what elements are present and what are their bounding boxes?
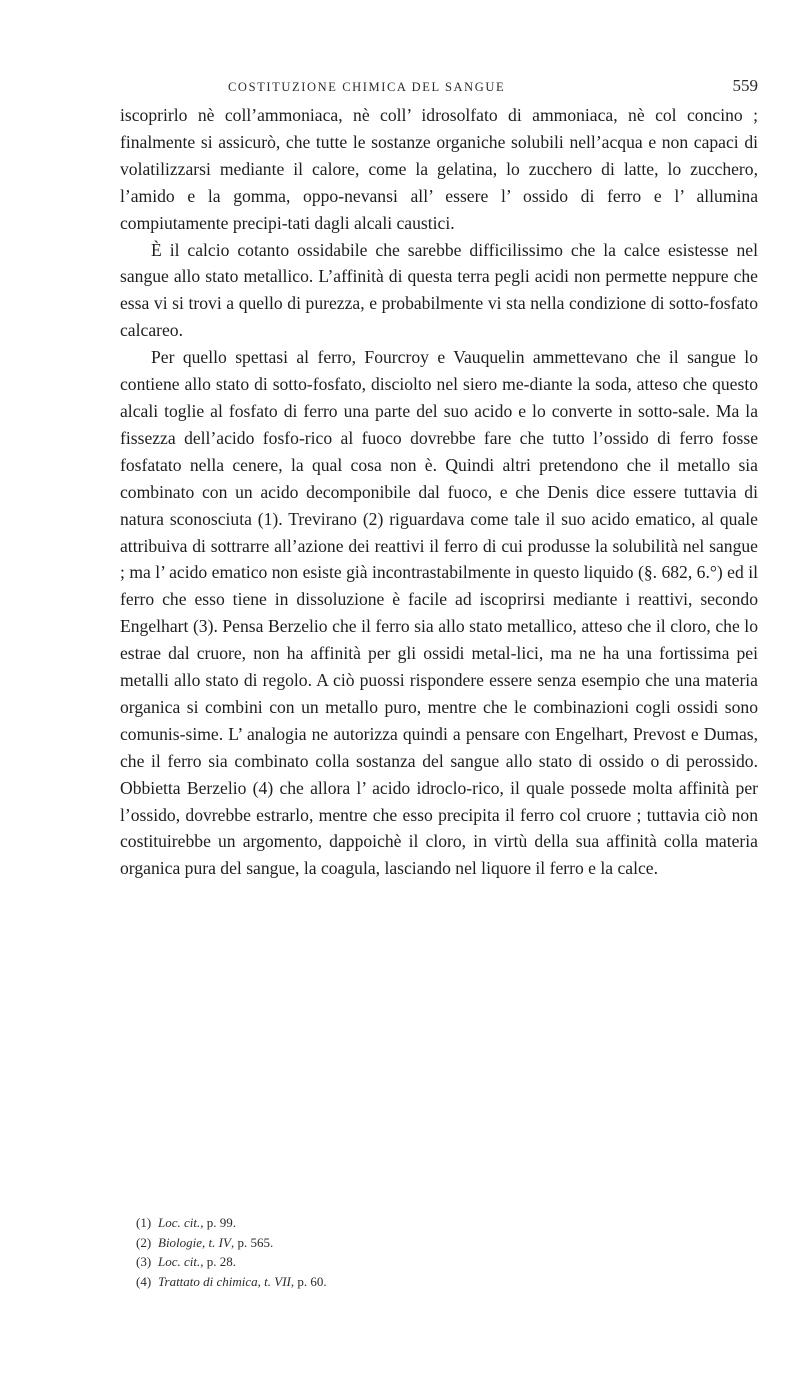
footnote-3 — [136, 1252, 736, 1272]
page-number: 559 — [732, 76, 758, 95]
running-header — [120, 76, 758, 98]
footnote-page: , p. 99. — [200, 1215, 236, 1230]
footnote-number: (3) — [136, 1254, 152, 1269]
footnote-source: Loc. cit. — [158, 1215, 201, 1230]
footnote-page: , p. 28. — [200, 1254, 236, 1269]
footnote-2 — [136, 1233, 736, 1253]
running-title: COSTITUZIONE CHIMICA DEL SANGUE — [228, 80, 506, 94]
footnote-4 — [136, 1272, 736, 1292]
footnote-page: , p. 60. — [290, 1273, 327, 1289]
footnote-page: , p. 565. — [230, 1234, 274, 1250]
paragraph-1: iscoprirlo nè coll’ammoniaca, nè coll’ idrosolfato di ammoniaca, nè col concino ; finalmente si assicurò, che tutte le sostanze organiche solubili nell’acqua e non capaci di volatilizzarsi mediante il calore, come la gelatina, lo zucchero di latte, lo zucchero, l’amido e la gomma, oppo-nevansi all’ essere l’ ossido di ferro e l’ allumina compiutamente precipi-tati dagli alcali caustici. — [120, 105, 758, 233]
paragraph-2: È il calcio cotanto ossidabile che sarebbe difficilissimo che la calce esistesse nel sangue allo stato metallico. L’affinità di questa terra pegli acidi non permette neppure che essa vi si trovi a quello di purezza, e probabilmente vi sta nella condizione di sotto-fosfato calcareo. — [120, 239, 758, 341]
footnote-number: (1) — [136, 1215, 152, 1230]
footnotes — [136, 1213, 736, 1291]
footnote-number: (4) — [136, 1273, 152, 1289]
footnote-number: (2) — [136, 1234, 152, 1250]
footnote-source: Loc. cit. — [158, 1254, 201, 1269]
paragraph-3: Per quello spettasi al ferro, Fourcroy e Vauquelin ammettevano che il sangue lo contiene allo stato di sotto-fosfato, disciolto nel siero me-diante la soda, atteso che questo alcali toglie al fosfato di ferro una parte del suo acido e lo converte in sotto-sale. Ma la fissezza dell’acido fosfo-rico al fuoco dovrebbe fare che tutto l’ossido di ferro fosse fosfatato nella cenere, la qual cosa non è. Quindi altri pretendono che il metallo sia combinato con un acido decomponibile dal fuoco, e che Denis dice essere tuttavia di natura sconosciuta (1). Trevirano (2) riguardava come tale il suo acido ematico, al quale attribuiva di sottrarre all’azione dei reattivi il ferro di cui produsse la solubilità nel sangue ; ma l’ acido ematico non esiste già incontrastabilmente in questo liquido (§. 682, 6.°) ed il ferro che esso tiene in dissoluzione è facile ad iscoprirsi mediante i reattivi, secondo Engelhart (3). Pensa Berzelio che il ferro sia allo stato metallico, atteso che il cloro, che lo estrae dal cruore, non ha affinità per gli ossidi metal-lici, ma ne ha una fortissima pei metalli allo stato di regolo. A ciò puossi rispondere essere senza esempio che una materia organica si combini con un metallo puro, mentre che le combinazioni cogli ossidi sono comunis-sime. L’ analogia ne autorizza quindi a pensare con Engelhart, Prevost e Dumas, che il ferro sia combinato colla sostanza del sangue allo stato di ossido o di perossido. Obbietta Berzelio (4) che allora l’ acido idroclo-rico, il quale possede molta affinità per l’ossido, dovrebbe estrarlo, mentre che esso precipita il ferro col cruore ; tuttavia ciò non costituirebbe un argomento, dappoichè il cloro, in virtù della sua affinità colla materia organica pura del sangue, la coagula, lasciando nel liquore il ferro e la calce. — [120, 347, 758, 879]
footnote-source: Biologie, t. IV — [158, 1234, 231, 1250]
footnote-source: Trattato di chimica, t. VII — [158, 1273, 291, 1289]
footnote-1 — [136, 1213, 736, 1233]
body-text — [120, 102, 758, 882]
